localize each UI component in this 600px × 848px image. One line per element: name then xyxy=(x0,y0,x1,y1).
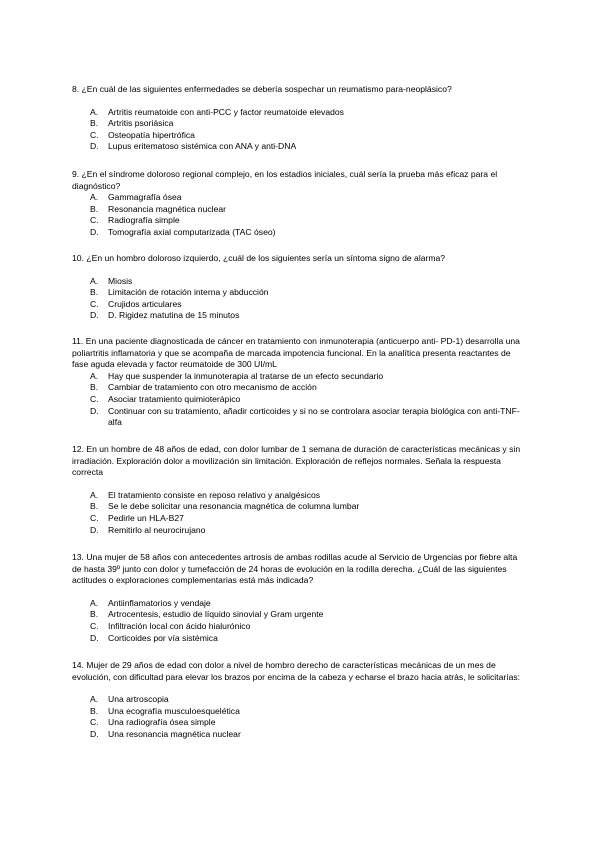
option-text: Tomografía axial computarizada (TAC óseo) xyxy=(108,226,276,237)
option-text: Infiltración local con ácido hialurónico xyxy=(108,620,251,631)
option-letter: A. xyxy=(90,275,99,286)
question-stem: 9. ¿En el síndrome doloroso regional complejo, en los estadios iniciales, cuál sería la prueba más eficaz para el diagnóstico? xyxy=(72,169,498,191)
option-text: Pedirle un HLA-B27 xyxy=(108,512,184,523)
option-c xyxy=(72,215,528,227)
question-stem: 10. ¿En un hombro doloroso izquierdo, ¿cuál de los siguientes sería un síntoma signo de alarma? xyxy=(72,253,446,263)
option-letter: C. xyxy=(90,393,99,404)
option-letter: C. xyxy=(90,620,99,631)
option-a xyxy=(72,276,528,288)
option-c xyxy=(72,299,528,311)
option-c xyxy=(72,130,528,142)
option-text: Artritis psoriásica xyxy=(108,118,174,129)
option-a xyxy=(72,192,528,204)
option-text: Resonancia magnética nuclear xyxy=(108,203,226,214)
option-text: D. Rigidez matutina de 15 minutos xyxy=(108,310,240,321)
option-a xyxy=(72,598,528,610)
option-letter: D. xyxy=(90,524,99,535)
option-b xyxy=(72,118,528,130)
option-d xyxy=(72,227,528,239)
option-text: Radiografía simple xyxy=(108,215,180,226)
option-letter: A. xyxy=(90,370,99,381)
option-b xyxy=(72,287,528,299)
option-text: Remitirlo al neurocirujano xyxy=(108,524,206,535)
question-stem: 13. Una mujer de 58 años con antecedentes artrosis de ambas rodillas acude al Servicio de Urgencias por fiebre alta de hasta 39º junto con dolor y tumefacción de 24 horas de evolución en la rodilla derecha. ¿Cuál de las siguientes actitudes o exploraciones complementarias está más indicada? xyxy=(72,552,518,586)
option-a xyxy=(72,107,528,119)
question-stem: 14. Mujer de 29 años de edad con dolor a nivel de hombro derecho de características mecánicas de un mes de evolución, con dificultad para elevar los brazos por encima de la cabeza y echarse el brazo hacia atrás, le solicitarías: xyxy=(72,660,521,682)
option-letter: B. xyxy=(90,382,99,393)
option-letter: B. xyxy=(90,501,99,512)
option-letter: D. xyxy=(90,141,99,152)
option-letter: D. xyxy=(90,405,99,416)
question-stem: 8. ¿En cuál de las siguientes enfermedades se debería sospechar un reumatismo para-neoplásico? xyxy=(72,84,452,94)
option-text: Miosis xyxy=(108,275,133,286)
option-text: Asociar tratamiento quimioterápico xyxy=(108,393,241,404)
option-text: Osteopatía hipertrófica xyxy=(108,129,195,140)
question-stem: 11. En una paciente diagnosticada de cáncer en tratamiento con inmunoterapia (anticuerpo anti- PD-1) desarrolla una poliartritis inflamatoria y que se acompaña de marcada impotencia funcional. En la analítica presenta reactantes de fase aguda elevada y factor reumatoide de 300 UI/mL xyxy=(72,336,520,370)
option-c xyxy=(72,513,528,525)
option-a xyxy=(72,694,528,706)
option-letter: D. xyxy=(90,310,99,321)
options-list xyxy=(72,598,528,644)
option-letter: B. xyxy=(90,118,99,129)
option-text: Una radiografía ósea simple xyxy=(108,717,216,728)
options-list xyxy=(72,107,528,153)
option-a xyxy=(72,371,528,383)
question-12 xyxy=(72,444,528,536)
option-letter: D. xyxy=(90,226,99,237)
option-text: Limitación de rotación interna y abducción xyxy=(108,287,269,298)
option-letter: C. xyxy=(90,512,99,523)
option-letter: B. xyxy=(90,287,99,298)
question-stem: 12. En un hombre de 48 años de edad, con dolor lumbar de 1 semana de duración de características mecánicas y sin irradiación. Exploración dolor a movilización sin limitación. Exploración de reflejos normales. Señala la respuesta correcta xyxy=(72,444,521,478)
option-text: Antiinflamatorios y vendaje xyxy=(108,597,211,608)
option-letter: D. xyxy=(90,632,99,643)
options-list xyxy=(72,276,528,322)
option-letter: A. xyxy=(90,597,99,608)
option-text: Lupus eritematoso sistémica con ANA y anti-DNA xyxy=(108,141,297,152)
option-c xyxy=(72,717,528,729)
option-b xyxy=(72,204,528,216)
option-letter: B. xyxy=(90,705,99,716)
option-letter: B. xyxy=(90,609,99,620)
question-9 xyxy=(72,169,528,239)
option-d xyxy=(72,310,528,322)
option-text: Una ecografía musculoesquelética xyxy=(108,705,240,716)
question-14 xyxy=(72,660,528,741)
option-d xyxy=(72,729,528,741)
option-letter: D. xyxy=(90,728,99,739)
option-d xyxy=(72,141,528,153)
option-c xyxy=(72,621,528,633)
option-text: Continuar con su tratamiento, añadir corticoides y si no se controlara asociar terapia biológica con anti-TNF-alfa xyxy=(108,405,520,428)
option-d xyxy=(72,406,528,429)
option-d xyxy=(72,525,528,537)
option-text: El tratamiento consiste en reposo relativo y analgésicos xyxy=(108,489,321,500)
options-list xyxy=(72,694,528,740)
option-letter: A. xyxy=(90,106,99,117)
option-letter: C. xyxy=(90,129,99,140)
option-letter: A. xyxy=(90,694,99,705)
option-letter: C. xyxy=(90,215,99,226)
option-letter: A. xyxy=(90,489,99,500)
option-letter: B. xyxy=(90,203,99,214)
option-text: Hay que suspender la inmunoterapia al tratarse de un efecto secundario xyxy=(108,370,384,381)
option-b xyxy=(72,501,528,513)
option-text: Una resonancia magnética nuclear xyxy=(108,728,241,739)
question-11 xyxy=(72,336,528,429)
option-b xyxy=(72,609,528,621)
option-letter: C. xyxy=(90,298,99,309)
option-a xyxy=(72,490,528,502)
option-text: Se le debe solicitar una resonancia magnética de columna lumbar xyxy=(108,501,360,512)
question-13 xyxy=(72,552,528,644)
option-text: Cambiar de tratamiento con otro mecanismo de acción xyxy=(108,382,317,393)
option-text: Artritis reumatoide con anti-PCC y factor reumatoide elevados xyxy=(108,106,344,117)
option-b xyxy=(72,382,528,394)
option-text: Artrocentesis, estudio de líquido sinovial y Gram urgente xyxy=(108,609,324,620)
option-text: Corticoides por vía sistémica xyxy=(108,632,218,643)
option-text: Gammagrafía ósea xyxy=(108,192,182,203)
options-list xyxy=(72,490,528,536)
option-text: Crujidos articulares xyxy=(108,298,182,309)
question-10 xyxy=(72,253,528,322)
options-list xyxy=(72,192,528,238)
option-letter: A. xyxy=(90,192,99,203)
option-letter: C. xyxy=(90,717,99,728)
option-c xyxy=(72,394,528,406)
question-8 xyxy=(72,84,528,153)
option-text: Una artroscopia xyxy=(108,694,169,705)
option-d xyxy=(72,633,528,645)
options-list xyxy=(72,371,528,429)
option-b xyxy=(72,706,528,718)
